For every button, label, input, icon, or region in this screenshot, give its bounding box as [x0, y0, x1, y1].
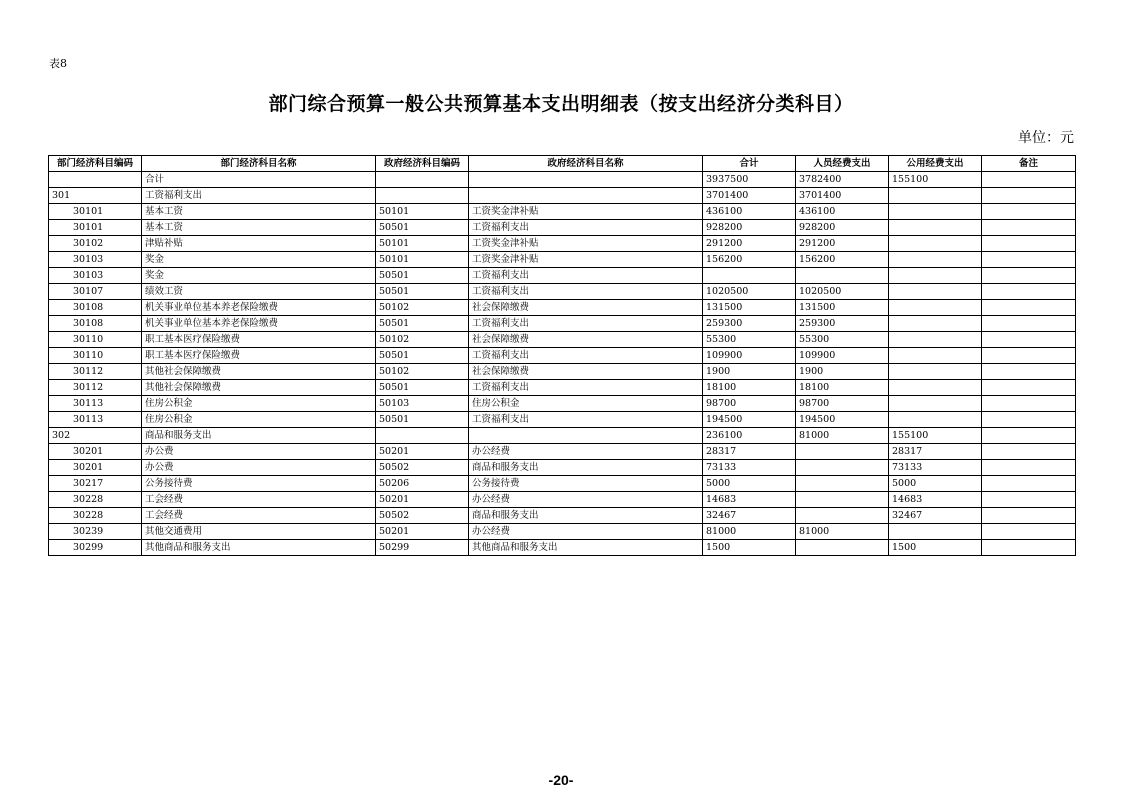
- cell-personnel: [796, 460, 889, 476]
- cell-gov-name: 工资福利支出: [469, 268, 703, 284]
- cell-public: 155100: [889, 428, 982, 444]
- cell-gov-code: 50103: [376, 396, 469, 412]
- cell-gov-name: 其他商品和服务支出: [469, 540, 703, 556]
- cell-public: [889, 348, 982, 364]
- cell-gov-name: 社会保障缴费: [469, 300, 703, 316]
- cell-gov-name: 工资奖金津补贴: [469, 236, 703, 252]
- cell-dept-name: 绩效工资: [142, 284, 376, 300]
- cell-dept-code: 30108: [49, 300, 142, 316]
- table-row: [49, 508, 1076, 524]
- cell-public: [889, 236, 982, 252]
- cell-personnel: 81000: [796, 428, 889, 444]
- cell-dept-name: 津贴补贴: [142, 236, 376, 252]
- cell-total: 109900: [703, 348, 796, 364]
- cell-public: [889, 524, 982, 540]
- cell-gov-name: 商品和服务支出: [469, 508, 703, 524]
- cell-gov-code: 50102: [376, 300, 469, 316]
- cell-gov-name: [469, 188, 703, 204]
- cell-dept-name: 奖金: [142, 252, 376, 268]
- table-row: [49, 268, 1076, 284]
- cell-personnel: [796, 508, 889, 524]
- cell-dept-name: 职工基本医疗保险缴费: [142, 348, 376, 364]
- cell-dept-name: 合计: [142, 172, 376, 188]
- cell-public: 5000: [889, 476, 982, 492]
- table-row: [49, 300, 1076, 316]
- cell-personnel: [796, 476, 889, 492]
- cell-gov-code: 50502: [376, 460, 469, 476]
- cell-gov-name: 住房公积金: [469, 396, 703, 412]
- cell-note: [982, 252, 1076, 268]
- cell-public: [889, 412, 982, 428]
- cell-total: 5000: [703, 476, 796, 492]
- table-row: [49, 236, 1076, 252]
- cell-dept-code: 30112: [49, 380, 142, 396]
- cell-total: 291200: [703, 236, 796, 252]
- cell-gov-code: 50102: [376, 364, 469, 380]
- cell-dept-name: 其他交通费用: [142, 524, 376, 540]
- cell-gov-code: 50206: [376, 476, 469, 492]
- cell-note: [982, 332, 1076, 348]
- cell-dept-code: 30101: [49, 204, 142, 220]
- cell-personnel: 259300: [796, 316, 889, 332]
- cell-total: 18100: [703, 380, 796, 396]
- cell-dept-code: 30201: [49, 444, 142, 460]
- cell-dept-code: 30228: [49, 508, 142, 524]
- cell-gov-name: 办公经费: [469, 444, 703, 460]
- cell-public: [889, 220, 982, 236]
- cell-gov-code: 50501: [376, 220, 469, 236]
- header-note: 备注: [982, 156, 1076, 172]
- cell-personnel: 291200: [796, 236, 889, 252]
- cell-gov-name: 社会保障缴费: [469, 364, 703, 380]
- cell-dept-code: 30101: [49, 220, 142, 236]
- cell-public: [889, 300, 982, 316]
- cell-gov-name: 工资福利支出: [469, 316, 703, 332]
- cell-public: [889, 380, 982, 396]
- cell-personnel: 1900: [796, 364, 889, 380]
- cell-dept-code: 30217: [49, 476, 142, 492]
- cell-dept-code: 30201: [49, 460, 142, 476]
- cell-personnel: [796, 268, 889, 284]
- table-body: [49, 172, 1076, 556]
- cell-total: 1020500: [703, 284, 796, 300]
- cell-gov-code: 50501: [376, 268, 469, 284]
- cell-dept-code: 30113: [49, 396, 142, 412]
- cell-total: 3701400: [703, 188, 796, 204]
- cell-note: [982, 380, 1076, 396]
- cell-personnel: [796, 540, 889, 556]
- table-label: 表8: [49, 57, 67, 70]
- header-row: [49, 156, 1076, 172]
- cell-total: 3937500: [703, 172, 796, 188]
- cell-note: [982, 268, 1076, 284]
- table-row: [49, 492, 1076, 508]
- cell-public: [889, 396, 982, 412]
- cell-gov-name: 工资奖金津补贴: [469, 252, 703, 268]
- cell-gov-code: 50101: [376, 252, 469, 268]
- cell-dept-name: 职工基本医疗保险缴费: [142, 332, 376, 348]
- cell-dept-name: 其他商品和服务支出: [142, 540, 376, 556]
- table-row: [49, 204, 1076, 220]
- cell-total: 55300: [703, 332, 796, 348]
- cell-gov-code: 50201: [376, 492, 469, 508]
- cell-dept-name: 基本工资: [142, 204, 376, 220]
- table-row: [49, 348, 1076, 364]
- table-row: [49, 444, 1076, 460]
- cell-gov-code: 50501: [376, 316, 469, 332]
- cell-dept-code: 30107: [49, 284, 142, 300]
- header-gov-code: 政府经济科目编码: [376, 156, 469, 172]
- cell-note: [982, 220, 1076, 236]
- cell-gov-code: 50102: [376, 332, 469, 348]
- table-row: [49, 540, 1076, 556]
- cell-gov-name: 工资福利支出: [469, 348, 703, 364]
- table-row: [49, 460, 1076, 476]
- cell-gov-name: 工资福利支出: [469, 220, 703, 236]
- table-row: [49, 316, 1076, 332]
- cell-personnel: 131500: [796, 300, 889, 316]
- cell-note: [982, 476, 1076, 492]
- header-public: 公用经费支出: [889, 156, 982, 172]
- cell-public: 32467: [889, 508, 982, 524]
- header-personnel: 人员经费支出: [796, 156, 889, 172]
- cell-gov-code: 50501: [376, 284, 469, 300]
- budget-table: [48, 155, 1076, 556]
- cell-public: [889, 188, 982, 204]
- cell-personnel: 1020500: [796, 284, 889, 300]
- cell-gov-name: 工资奖金津补贴: [469, 204, 703, 220]
- table-row: [49, 428, 1076, 444]
- table-row: [49, 476, 1076, 492]
- cell-note: [982, 412, 1076, 428]
- cell-note: [982, 524, 1076, 540]
- cell-personnel: 3701400: [796, 188, 889, 204]
- header-dept-code: 部门经济科目编码: [49, 156, 142, 172]
- cell-dept-code: [49, 172, 142, 188]
- cell-gov-code: 50201: [376, 524, 469, 540]
- header-dept-name: 部门经济科目名称: [142, 156, 376, 172]
- cell-total: 32467: [703, 508, 796, 524]
- cell-dept-code: 302: [49, 428, 142, 444]
- cell-dept-code: 30110: [49, 348, 142, 364]
- cell-total: [703, 268, 796, 284]
- cell-note: [982, 460, 1076, 476]
- cell-dept-name: 住房公积金: [142, 396, 376, 412]
- cell-dept-name: 商品和服务支出: [142, 428, 376, 444]
- cell-dept-code: 30103: [49, 268, 142, 284]
- cell-total: 194500: [703, 412, 796, 428]
- cell-total: 259300: [703, 316, 796, 332]
- cell-dept-name: 机关事业单位基本养老保险缴费: [142, 316, 376, 332]
- cell-gov-name: [469, 428, 703, 444]
- cell-public: [889, 252, 982, 268]
- cell-public: [889, 332, 982, 348]
- cell-note: [982, 236, 1076, 252]
- cell-public: [889, 268, 982, 284]
- cell-dept-code: 301: [49, 188, 142, 204]
- cell-dept-name: 机关事业单位基本养老保险缴费: [142, 300, 376, 316]
- cell-personnel: [796, 492, 889, 508]
- cell-personnel: 928200: [796, 220, 889, 236]
- cell-dept-code: 30110: [49, 332, 142, 348]
- table-row: [49, 332, 1076, 348]
- cell-note: [982, 396, 1076, 412]
- cell-gov-code: 50501: [376, 380, 469, 396]
- cell-note: [982, 204, 1076, 220]
- cell-public: 14683: [889, 492, 982, 508]
- cell-dept-code: 30239: [49, 524, 142, 540]
- cell-total: 156200: [703, 252, 796, 268]
- page-title: 部门综合预算一般公共预算基本支出明细表（按支出经济分类科目）: [268, 93, 854, 115]
- cell-personnel: 109900: [796, 348, 889, 364]
- cell-public: [889, 284, 982, 300]
- cell-total: 14683: [703, 492, 796, 508]
- cell-dept-name: 公务接待费: [142, 476, 376, 492]
- cell-gov-code: 50101: [376, 236, 469, 252]
- cell-total: 73133: [703, 460, 796, 476]
- cell-dept-name: 奖金: [142, 268, 376, 284]
- table-row: [49, 524, 1076, 540]
- unit-label: 单位：元: [1018, 130, 1074, 146]
- table-row: [49, 380, 1076, 396]
- cell-total: 1900: [703, 364, 796, 380]
- cell-dept-name: 工会经费: [142, 508, 376, 524]
- cell-note: [982, 444, 1076, 460]
- table-row: [49, 364, 1076, 380]
- table-row: [49, 412, 1076, 428]
- cell-dept-code: 30102: [49, 236, 142, 252]
- cell-public: 28317: [889, 444, 982, 460]
- cell-note: [982, 284, 1076, 300]
- cell-total: 131500: [703, 300, 796, 316]
- cell-dept-name: 其他社会保障缴费: [142, 380, 376, 396]
- cell-dept-name: 工资福利支出: [142, 188, 376, 204]
- cell-gov-name: 商品和服务支出: [469, 460, 703, 476]
- cell-dept-name: 其他社会保障缴费: [142, 364, 376, 380]
- cell-gov-code: 50101: [376, 204, 469, 220]
- cell-personnel: 18100: [796, 380, 889, 396]
- cell-total: 28317: [703, 444, 796, 460]
- cell-total: 236100: [703, 428, 796, 444]
- header-total: 合计: [703, 156, 796, 172]
- cell-public: 73133: [889, 460, 982, 476]
- cell-gov-code: [376, 172, 469, 188]
- cell-gov-code: 50201: [376, 444, 469, 460]
- cell-dept-code: 30228: [49, 492, 142, 508]
- cell-public: 1500: [889, 540, 982, 556]
- cell-gov-code: 50299: [376, 540, 469, 556]
- cell-gov-name: 工资福利支出: [469, 380, 703, 396]
- cell-personnel: 3782400: [796, 172, 889, 188]
- cell-dept-name: 住房公积金: [142, 412, 376, 428]
- cell-dept-code: 30108: [49, 316, 142, 332]
- cell-gov-code: [376, 428, 469, 444]
- cell-personnel: 194500: [796, 412, 889, 428]
- cell-total: 81000: [703, 524, 796, 540]
- table-row: [49, 284, 1076, 300]
- cell-gov-name: 社会保障缴费: [469, 332, 703, 348]
- cell-personnel: 98700: [796, 396, 889, 412]
- cell-gov-name: 工资福利支出: [469, 412, 703, 428]
- cell-gov-code: 50501: [376, 412, 469, 428]
- cell-gov-name: 办公经费: [469, 524, 703, 540]
- cell-dept-name: 基本工资: [142, 220, 376, 236]
- header-gov-name: 政府经济科目名称: [469, 156, 703, 172]
- cell-note: [982, 172, 1076, 188]
- cell-note: [982, 428, 1076, 444]
- cell-gov-name: 办公经费: [469, 492, 703, 508]
- cell-total: 436100: [703, 204, 796, 220]
- cell-gov-name: 工资福利支出: [469, 284, 703, 300]
- cell-personnel: 81000: [796, 524, 889, 540]
- cell-note: [982, 364, 1076, 380]
- cell-gov-code: 50501: [376, 348, 469, 364]
- table-row: [49, 396, 1076, 412]
- cell-note: [982, 188, 1076, 204]
- cell-public: [889, 316, 982, 332]
- cell-dept-code: 30112: [49, 364, 142, 380]
- table-row: [49, 188, 1076, 204]
- cell-note: [982, 300, 1076, 316]
- table-row: [49, 172, 1076, 188]
- cell-personnel: 436100: [796, 204, 889, 220]
- page-number: -20-: [548, 772, 574, 788]
- cell-note: [982, 348, 1076, 364]
- cell-gov-code: [376, 188, 469, 204]
- cell-dept-name: 工会经费: [142, 492, 376, 508]
- cell-gov-name: [469, 172, 703, 188]
- cell-personnel: [796, 444, 889, 460]
- cell-personnel: 55300: [796, 332, 889, 348]
- cell-total: 98700: [703, 396, 796, 412]
- cell-note: [982, 508, 1076, 524]
- cell-public: 155100: [889, 172, 982, 188]
- cell-public: [889, 204, 982, 220]
- cell-note: [982, 540, 1076, 556]
- table-row: [49, 252, 1076, 268]
- table-row: [49, 220, 1076, 236]
- cell-gov-name: 公务接待费: [469, 476, 703, 492]
- cell-dept-code: 30103: [49, 252, 142, 268]
- cell-dept-code: 30299: [49, 540, 142, 556]
- cell-total: 928200: [703, 220, 796, 236]
- cell-gov-code: 50502: [376, 508, 469, 524]
- cell-note: [982, 316, 1076, 332]
- cell-note: [982, 492, 1076, 508]
- cell-dept-name: 办公费: [142, 460, 376, 476]
- cell-personnel: 156200: [796, 252, 889, 268]
- cell-dept-code: 30113: [49, 412, 142, 428]
- cell-total: 1500: [703, 540, 796, 556]
- cell-public: [889, 364, 982, 380]
- cell-dept-name: 办公费: [142, 444, 376, 460]
